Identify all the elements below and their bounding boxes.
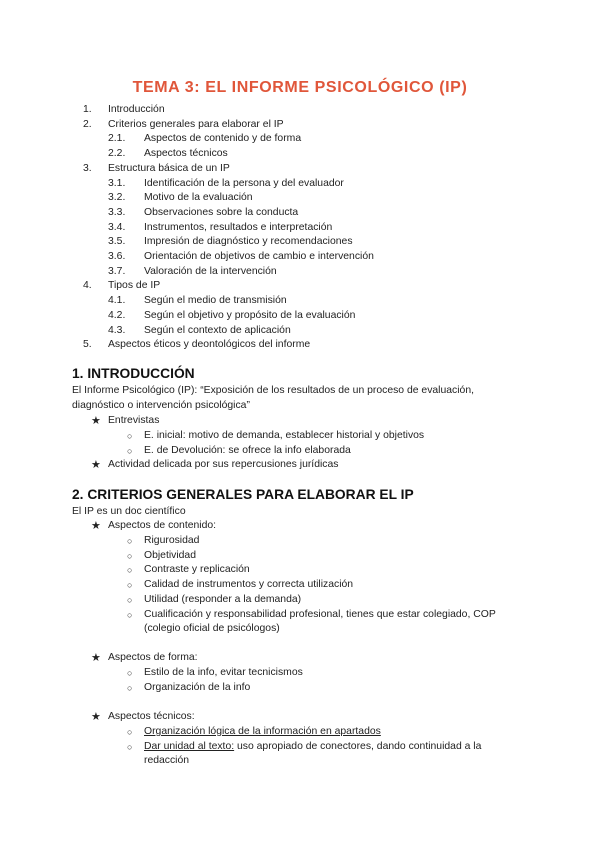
list-item: Calidad de instrumentos y correcta utilización bbox=[144, 579, 354, 591]
circle-bullet-icon: ○ bbox=[127, 594, 133, 605]
toc-item: Aspectos técnicos bbox=[144, 148, 228, 160]
toc-number: 4.3. bbox=[108, 324, 126, 336]
toc-item: Introducción bbox=[108, 104, 165, 115]
toc-item: Tipos de IP bbox=[108, 280, 161, 292]
toc-number: 3.2. bbox=[108, 192, 126, 204]
toc-number: 2. bbox=[83, 118, 92, 130]
toc-number: 3.7. bbox=[108, 265, 126, 277]
page-title: TEMA 3: EL INFORME PSICOLÓGICO (IP) bbox=[132, 79, 468, 96]
toc-item: Identificación de la persona y del evaluador bbox=[144, 177, 344, 189]
section-heading-introduccion: 1. INTRODUCCIÓN bbox=[72, 366, 195, 381]
star-bullet-icon: ★ bbox=[91, 520, 101, 532]
toc-number: 5. bbox=[83, 339, 92, 351]
toc-item: Aspectos éticos y deontológicos del informe bbox=[108, 339, 311, 351]
circle-bullet-icon: ○ bbox=[127, 580, 133, 591]
list-item: Rigurosidad bbox=[144, 535, 200, 546]
toc-item: Instrumentos, resultados e interpretación bbox=[144, 221, 333, 233]
underlined-text: Dar unidad al texto: bbox=[144, 741, 235, 752]
star-bullet-icon: ★ bbox=[91, 711, 101, 723]
toc-item: Orientación de objetivos de cambio e intervención bbox=[144, 251, 374, 262]
circle-bullet-icon: ○ bbox=[127, 727, 133, 737]
circle-bullet-icon: ○ bbox=[127, 446, 133, 456]
circle-bullet-icon: ○ bbox=[127, 536, 133, 546]
toc-item: Criterios generales para elaborar el IP bbox=[108, 118, 284, 130]
paragraph-line: El IP es un doc científico bbox=[72, 506, 186, 517]
list-item: Aspectos de contenido: bbox=[108, 520, 217, 531]
list-item-text: uso apropiado de conectores, dando continuidad a la bbox=[234, 741, 482, 752]
toc-number: 4. bbox=[83, 280, 92, 292]
toc-item: Observaciones sobre la conducta bbox=[144, 206, 299, 218]
paragraph-line: diagnóstico o intervención psicológica” bbox=[72, 400, 250, 411]
circle-bullet-icon: ○ bbox=[127, 668, 133, 678]
list-item: E. de Devolución: se ofrece la info elaborada bbox=[144, 445, 351, 456]
star-bullet-icon: ★ bbox=[91, 415, 101, 427]
toc-item: Valoración de la intervención bbox=[144, 265, 277, 277]
list-item: Utilidad (responder a la demanda) bbox=[144, 593, 302, 605]
list-item: Contraste y replicación bbox=[144, 564, 250, 576]
toc-number: 3.3. bbox=[108, 206, 126, 218]
toc-number: 1. bbox=[83, 104, 92, 115]
toc-item: Según el objetivo y propósito de la evaluación bbox=[144, 309, 356, 321]
toc-number: 2.1. bbox=[108, 133, 126, 145]
star-bullet-icon: ★ bbox=[91, 652, 101, 664]
toc-number: 3.4. bbox=[108, 221, 126, 233]
circle-bullet-icon: ○ bbox=[127, 609, 133, 620]
list-item bbox=[144, 741, 481, 753]
toc-item: Impresión de diagnóstico y recomendaciones bbox=[144, 236, 353, 248]
list-item-continuation: redacción bbox=[144, 755, 190, 766]
toc-number: 4.1. bbox=[108, 295, 126, 307]
toc-item: Según el contexto de aplicación bbox=[144, 324, 291, 336]
circle-bullet-icon: ○ bbox=[127, 565, 133, 576]
list-item: Actividad delicada por sus repercusiones jurídicas bbox=[108, 459, 339, 470]
toc-number: 3. bbox=[83, 162, 92, 174]
paragraph-line: El Informe Psicológico (IP): “Exposición de los resultados de un proceso de evaluación, bbox=[72, 385, 474, 396]
toc-item: Aspectos de contenido y de forma bbox=[144, 133, 302, 145]
list-item: Cualificación y responsabilidad profesional, tienes que estar colegiado, COP bbox=[144, 608, 496, 620]
section-heading-criterios: 2. CRITERIOS GENERALES PARA ELABORAR EL IP bbox=[72, 487, 414, 502]
list-item: Organización de la info bbox=[144, 681, 251, 693]
list-item bbox=[144, 726, 381, 738]
list-item: Estilo de la info, evitar tecnicismos bbox=[144, 667, 303, 678]
circle-bullet-icon: ○ bbox=[127, 550, 133, 561]
toc-item: Según el medio de transmisión bbox=[144, 295, 287, 307]
list-item: Objetividad bbox=[144, 549, 196, 561]
circle-bullet-icon: ○ bbox=[127, 742, 133, 752]
list-item: E. inicial: motivo de demanda, establecer historial y objetivos bbox=[144, 430, 425, 441]
toc-number: 3.5. bbox=[108, 236, 126, 248]
list-item: Aspectos de forma: bbox=[108, 652, 198, 663]
list-item: Entrevistas bbox=[108, 415, 160, 426]
toc-number: 3.1. bbox=[108, 177, 126, 189]
circle-bullet-icon: ○ bbox=[127, 682, 133, 693]
toc-number: 4.2. bbox=[108, 309, 126, 321]
toc-number: 3.6. bbox=[108, 251, 126, 262]
toc-number: 2.2. bbox=[108, 148, 126, 160]
toc-item: Motivo de la evaluación bbox=[144, 192, 253, 204]
toc-item: Estructura básica de un IP bbox=[108, 162, 230, 174]
circle-bullet-icon: ○ bbox=[127, 431, 133, 441]
star-bullet-icon: ★ bbox=[91, 459, 101, 471]
underlined-text: Organización lógica de la información en apartados bbox=[144, 726, 381, 737]
list-item: Aspectos técnicos: bbox=[108, 711, 195, 722]
list-item-continuation: (colegio oficial de psicólogos) bbox=[144, 623, 280, 634]
